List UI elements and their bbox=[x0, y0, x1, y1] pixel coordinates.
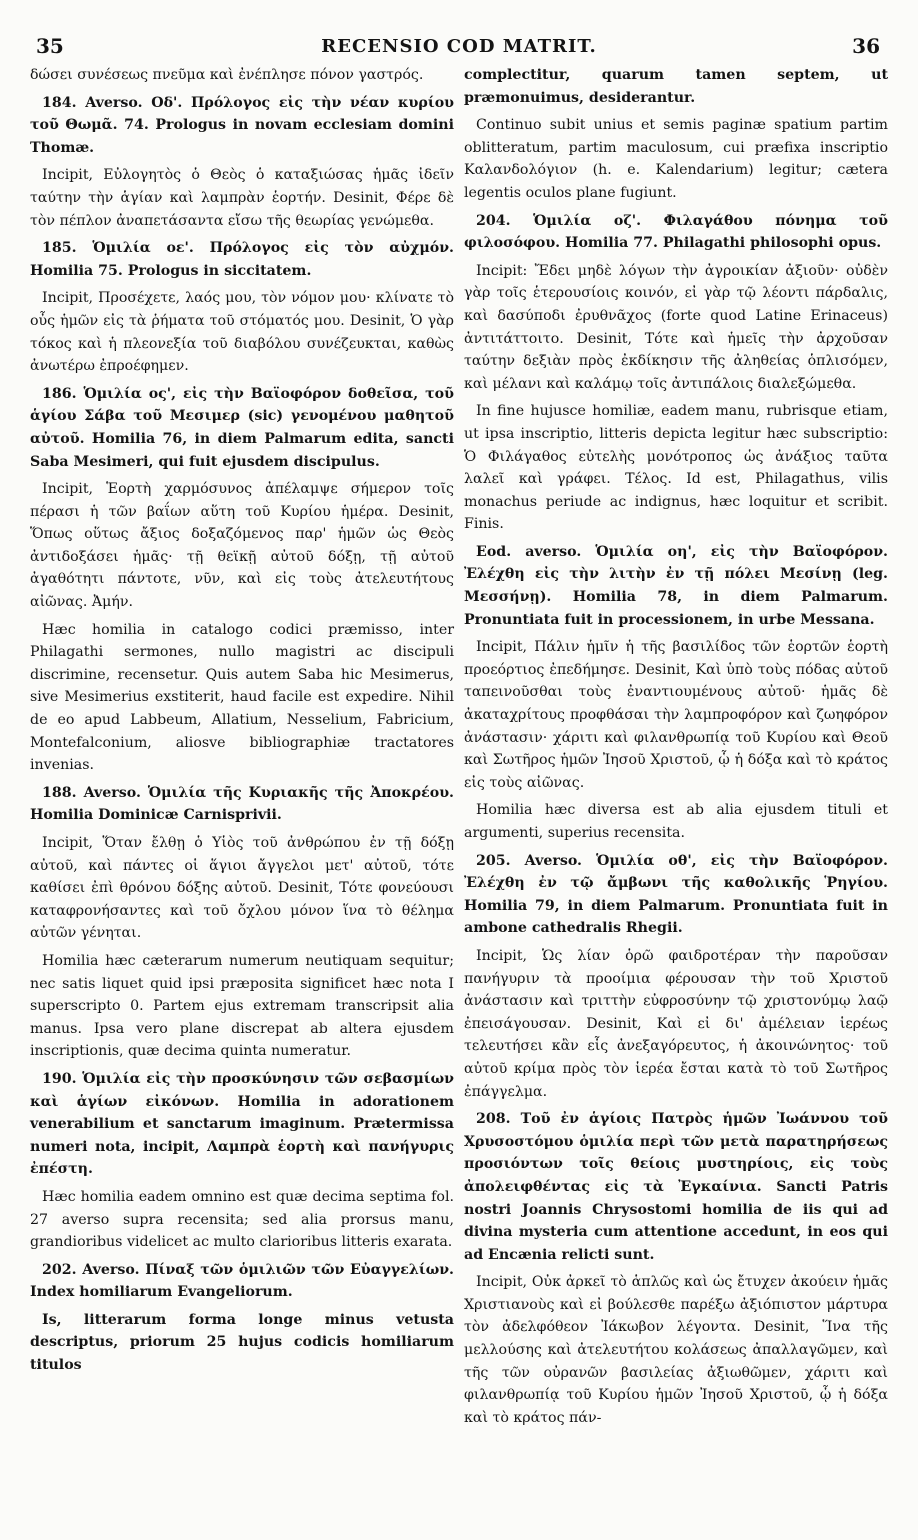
paragraph: Incipit, Ὡς λίαν ὁρῶ φαιδροτέραν τὴν παροῦσαν πανήγυριν τὰ προοίμια φέρουσαν τὴν τοῦ Χριστοῦ ἀνάστασιν καὶ τριττὴν εὐφροσύνην τῷ χριστονύμῳ λαῷ ἐπεισάγουσαν. Desinit, Καὶ εἰ δι' ἀμέλειαν ἱερέως τελευτήσει κἂν εἷς ἀνεξαγόρευτος, ἡ ἀκοινώνητος· τοῦ αὐτοῦ κρίμα πρὸς τὸν ἱερέα ἔσται κατὰ τὸ τοῦ Σωτῆρος ἐπάγγελμα. bbox=[464, 947, 888, 1100]
paragraph: Incipit, Ἑορτὴ χαρμόσυνος ἀπέλαμψε σήμερον τοῖς πέρασι ἡ τῶν βαΐων αὕτη τοῦ Κυρίου ἡμέρα. Desinit, Ὅπως οὕτως ἄξιος δοξαζόμενος παρ' ἡμῶν ὡς Θεὸς ἀντιδοξάσει ἡμᾶς· τῇ θεϊκῇ αὐτοῦ δόξῃ, τῇ αὐτοῦ ἀγαθότητι πάντοτε, νῦν, καὶ εἰς τοὺς ἀτελευτήτους αἰῶνας. Ἀμήν. bbox=[30, 481, 454, 611]
right-column bbox=[464, 64, 888, 1434]
paragraph: Incipit, Πάλιν ἡμῖν ἡ τῆς βασιλίδος τῶν ἑορτῶν ἑορτὴ προεόρτιος ἐπεδήμησε. Desinit, Καὶ ὑπὸ τοὺς πόδας αὐτοῦ ταπεινοῦσθαι τοὺς ἐναντιουμένους αὐτοῦ· ἡμᾶς δὲ ἀκαταχρίτους προφθάσαι τὴν λαμπροφόρον καὶ ζωηφόρον ἀνάστασιν· χάριτι καὶ φιλανθρωπίᾳ τοῦ Κυρίου καὶ Θεοῦ καὶ Σωτῆρος ἡμῶν Ἰησοῦ Χριστοῦ, ᾧ ἡ δόξα καὶ τὸ κράτος εἰς τοὺς αἰῶνας. bbox=[464, 639, 888, 791]
paragraph: Hæc homilia eadem omnino est quæ decima septima fol. 27 averso supra recensita; sed alia prorsus manu, grandioribus videlicet ac multo clarioribus litteris exarata. bbox=[30, 1188, 454, 1251]
paragraph: complectitur, quarum tamen septem, ut præmonuimus, desiderantur. bbox=[464, 67, 888, 106]
page-number-right: 36 bbox=[852, 34, 880, 58]
paragraph: Incipit: Ἔδει μηδὲ λόγων τὴν ἀγροικίαν ἀξιοῦν· οὐδὲν γὰρ τοῖς ἑτερουσίοις κοινόν, εἰ γὰρ τῷ λέοντι πάρδαλις, καὶ δασύποδι ἐρυθνᾶχος (forte quod Latine Erinaceus) ἀντιτάττοιτο. Desinit, Τότε καὶ ἡμεῖς τὴν ἀρχοῦσαν ταύτην δεξιὰν πρὸς ἐκδίκησιν τῆς ἀληθείας ὁπλισόμεν, καὶ μέλανι καὶ καλάμῳ τοῖς ἀντιπάλοις διαλεξώμεθα. bbox=[464, 262, 888, 392]
entry-heading: Eod. averso. Ὁμιλία οη', εἰς τὴν Βαϊοφόρον. Ἐλέχθη εἰς τὴν λιτὴν ἐν τῇ πόλει Μεσίνῃ (leg. Μεσσήνῃ). Homilia 78, in diem Palmarum. Pronuntiata fuit in processionem, in urbe Messana. bbox=[464, 543, 888, 628]
paragraph: Homilia hæc diversa est ab alia ejusdem tituli et argumenti, superius recensita. bbox=[464, 802, 888, 841]
entry-heading: 184. Averso. Οδ'. Πρόλογος εἰς τὴν νέαν κυρίου τοῦ Θωμᾶ. 74. Prologus in novam ecclesiam domini Thomæ. bbox=[30, 94, 454, 156]
left-column bbox=[30, 64, 454, 1382]
paragraph: In fine hujusce homiliæ, eadem manu, rubrisque etiam, ut ipsa inscriptio, litteris depicta legitur hæc subscriptio: Ὁ Φιλάγαθος εὐτελὴς μονότροπος ὡς ἀνάξιος ταῦτα λαλεῖ καὶ γράφει. Τέλος. Id est, Philagathus, vilis monachus periude ac indignus, hæc loquitur et scribit. Finis. bbox=[464, 403, 888, 533]
paragraph: δώσει συνέσεως πνεῦμα καὶ ἐνέπλησε πόνον γαστρός. bbox=[30, 67, 424, 83]
paragraph: Homilia hæc cæterarum numerum neutiquam sequitur; nec satis liquet quid ipsi præposita significet hæc nota I superscripto 0. Partem ejus extremam transcripsit alia manus. Ipsa vero plane discrepat ab altera ejusdem inscriptionis, quæ decima quinta numeratur. bbox=[30, 952, 454, 1060]
paragraph: Incipit, Οὐκ ἀρκεῖ τὸ ἁπλῶς καὶ ὡς ἔτυχεν ἀκούειν ἡμᾶς Χριστιανοὺς καὶ εἰ βούλεσθε παρέξω ἀξιόπιστον μάρτυρα τὸν ἀδελφόθεον Ἰάκωβον λέγοντα. Desinit, Ἵνα τῆς μελλούσης καὶ ἀτελευτήτου κολάσεως ἀπαλλαγῶμεν, καὶ τῆς τῶν οὐρανῶν βασιλείας ἀξιωθῶμεν, χάριτι καὶ φιλανθρωπίᾳ τοῦ Κυρίου ἡμῶν Ἰησοῦ Χριστοῦ, ᾧ ἡ δόξα καὶ τὸ κράτος πάν- bbox=[464, 1274, 888, 1426]
running-title: RECENSIO COD MATRIT. bbox=[321, 36, 597, 57]
paragraph: Hæc homilia in catalogo codici præmisso, inter Philagathi sermones, nullo magistri ac discipuli discrimine, recensetur. Quis autem Saba hic Mesimerus, sive Mesimerius exstiterit, haud facile est expedire. Nihil de eo apud Labbeum, Allatium, Nesselium, Fabricium, Montefalconium, aliosve bibliographiæ tractatores invenias. bbox=[30, 621, 454, 774]
running-head bbox=[30, 30, 888, 60]
paragraph: Incipit, Εὐλογητὸς ὁ Θεὸς ὁ καταξιώσας ἡμᾶς ἰδεῖν ταύτην τὴν ἁγίαν καὶ λαμπρὰν ἑορτήν. Desinit, Φέρε δὲ τὸν πέπλον ἀναπετάσαντα εἴσω τῆς θεωρίας γενώμεθα. bbox=[30, 167, 454, 229]
paragraph: Continuo subit unius et semis paginæ spatium partim oblitteratum, partim maculosum, cui præfixa inscriptio Καλανδολόγιον (h. e. Kalendarium) legitur; cætera legentis oculos plane fugiunt. bbox=[464, 117, 888, 201]
entry-heading: 205. Averso. Ὁμιλία οθ', εἰς τὴν Βαϊοφόρον. Ἐλέχθη ἐν τῷ ἄμβωνι τῆς καθολικῆς Ῥηγίου. Homilia 79, in diem Palmarum. Pronuntiata fuit in ambone cathedralis Rhegii. bbox=[464, 852, 888, 937]
entry-heading: 190. Ὁμιλία εἰς τὴν προσκύνησιν τῶν σεβασμίων καὶ ἁγίων εἰκόνων. Homilia in adorationem venerabilium et sanctarum imaginum. Prætermissa numeri nota, incipit, Λαμπρὰ ἑορτὴ καὶ πανήγυρις ἐπέστη. bbox=[30, 1070, 454, 1178]
entry-heading: 186. Ὁμιλία ος', εἰς τὴν Βαϊοφόρον δοθεῖσα, τοῦ ἁγίου Σάβα τοῦ Μεσιμερ (sic) γενομένου μαθητοῦ αὐτοῦ. Homilia 76, in diem Palmarum edita, sancti Saba Mesimeri, qui fuit ejusdem discipulus. bbox=[30, 385, 454, 470]
paragraph: Incipit, Προσέχετε, λαός μου, τὸν νόμον μου· κλίνατε τὸ οὖς ἡμῶν εἰς τὰ ῥήματα τοῦ στόματός μου. Desinit, Ὁ γὰρ τόκος καὶ ἡ πλεονεξία τοῦ διαβόλου συνέζευκται, καθὼς ἀνωτέρω ἐπροέφημεν. bbox=[30, 290, 454, 375]
page-number-left: 35 bbox=[36, 34, 64, 58]
entry-heading: 188. Averso. Ὁμιλία τῆς Κυριακῆς τῆς Ἀποκρέου. Homilia Dominicæ Carnisprivii. bbox=[30, 784, 454, 824]
entry-heading: 204. Ὁμιλία οζ'. Φιλαγάθου πόνημα τοῦ φιλοσόφου. Homilia 77. Philagathi philosophi opus. bbox=[464, 212, 888, 252]
entry-heading: 185. Ὁμιλία οε'. Πρόλογος εἰς τὸν αὐχμόν. Homilia 75. Prologus in siccitatem. bbox=[30, 240, 454, 279]
paragraph: Is, litterarum forma longe minus vetusta descriptus, priorum 25 hujus codicis homiliarum titulos bbox=[30, 1311, 454, 1374]
entry-heading: 202. Averso. Πίναξ τῶν ὁμιλιῶν τῶν Εὐαγγελίων. Index homiliarum Evangeliorum. bbox=[30, 1261, 454, 1301]
entry-heading: 208. Τοῦ ἐν ἁγίοις Πατρὸς ἡμῶν Ἰωάννου τοῦ Χρυσοστόμου ὁμιλία περὶ τῶν μετὰ παρατηρήσεως προσιόντων τοῖς θείοις μυστηρίοις, εἰς τοὺς ἀπολειφθέντας εἰς τὰ Ἐγκαίνια. Sancti Patris nostri Joannis Chrysostomi homilia de iis qui ad divina mysteria cum attentione accedunt, in eos qui ad Encænia relicti sunt. bbox=[464, 1111, 888, 1263]
paragraph: Incipit, Ὅταν ἔλθῃ ὁ Υἱὸς τοῦ ἀνθρώπου ἐν τῇ δόξῃ αὐτοῦ, καὶ πάντες οἱ ἅγιοι ἄγγελοι μετ' αὐτοῦ, τότε καθίσει ἐπὶ θρόνου δόξης αὐτοῦ. Desinit, Τότε φονεύουσι καταφρονήσαντες καὶ τοῦ ὄχλου μόνον ἵνα τὸ θέλημα αὐτῶν γένηται. bbox=[30, 835, 454, 942]
